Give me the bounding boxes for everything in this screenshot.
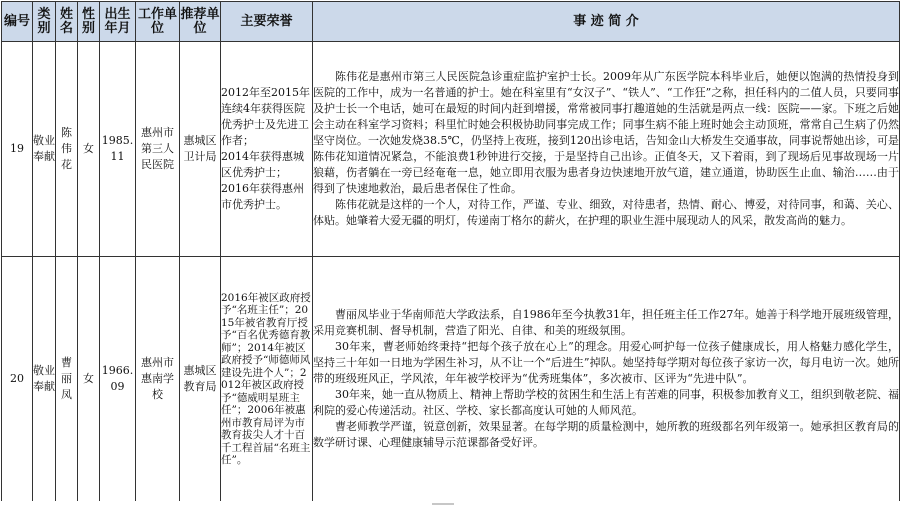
deeds-paragraph: 陈伟花就是这样的一个人，对待工作，严谨、专业、细致，对待患者，热情、耐心、博爱，对待同事，和蔼、关心、体贴。她肇着大爱无疆的明灯，传递南丁格尔的薪火，在护理的职业生涯中展现动人的风采，散发高尚的魅力。	[313, 198, 899, 227]
deeds-paragraph: 30年来，她一直从物质上、精神上帮助学校的贫困生和生活上有苦难的同事，积极参加教育义工，组织到敬老院、福利院的爱心传递活动。社区、学校、家长都高度认可她的人师风范。	[313, 388, 899, 417]
row-honors	[221, 257, 313, 502]
row-workplace: 惠州市第三人民医院	[136, 42, 180, 257]
header-category: 类别	[33, 2, 56, 42]
table-row	[2, 42, 900, 257]
header-workplace: 工作单位	[136, 2, 180, 42]
row-category: 敬业奉献	[33, 42, 56, 257]
row-gender: 女	[78, 257, 100, 502]
row-no: 19	[2, 42, 33, 257]
honor-item: 2014年获得惠城区优秀护士；	[221, 150, 304, 179]
row-birth: 1966.09	[100, 257, 136, 502]
row-name: 曹丽凤	[56, 257, 78, 502]
row-birth: 1985.11	[100, 42, 136, 257]
header-name: 姓名	[56, 2, 78, 42]
row-recommender: 惠城区卫计局	[180, 42, 221, 257]
row-category: 敬业奉献	[33, 257, 56, 502]
header-gender: 性别	[78, 2, 100, 42]
header-recommender: 推荐单位	[180, 2, 221, 42]
row-workplace: 惠州市惠南学校	[136, 257, 180, 502]
header-birth: 出生年月	[100, 2, 136, 42]
honor-table	[1, 1, 900, 502]
deeds-paragraph: 曹丽凤毕业于华南师范大学政法系，自1986年至今执教31年，担任班主任工作27年。她善于科学地开展班级管理，采用竞赛机制、督导机制，营造了阳光、自律、和美的班级氛围。	[313, 308, 899, 337]
header-no: 编号	[2, 2, 33, 42]
scroll-indicator	[432, 503, 454, 505]
row-gender: 女	[78, 42, 100, 257]
honor-item: 2016年获得惠州市优秀护士。	[221, 182, 304, 211]
row-recommender: 惠城区教育局	[180, 257, 221, 502]
row-name: 陈伟花	[56, 42, 78, 257]
deeds-paragraph: 曹老师教学严谨，锐意创新，效果显著。在每学期的质量检测中，她所教的班级都名列年级第一。她承担区教育局的数学研讨课、心理健康辅导示范课都备受好评。	[313, 420, 899, 449]
row-deeds	[313, 257, 900, 502]
deeds-paragraph: 30年来，曹老师始终秉持“把每个孩子放在心上”的理念。用爱心呵护每一位孩子健康成长，用人格魅力感化学生，坚持三十年如一日地为学困生补习，从不让一个“后进生”掉队。她坚持每学期对每位孩子家访一次，每月电访一次。她所带的班级班风正，学风浓，年年被学校评为“优秀班集体”，多次被市、区评为“先进中队”。	[313, 340, 899, 385]
row-honors	[221, 42, 313, 257]
row-deeds	[313, 42, 900, 257]
header-deeds: 事 迹 简 介	[313, 2, 900, 42]
deeds-paragraph: 陈伟花是惠州市第三人民医院急诊重症监护室护士长。2009年从广东医学院本科毕业后，她便以饱满的热情投身到医院的工作中，成为一名普通的护士。她在科室里有“女汉子”、“铁人”、“工作狂”之称，担任科内的二值人员，只要同事及护士长一个电话，她可在最短的时间内赶到增援，常常被同事打趣道她的生活就是两点一线：医院——家。下班之后她会主动在科室学习资料；科里忙时她会积极协助同事完成工作；同事生病不能上班时她会主动顶班，常常自己生病了仍然坚守岗位。一次她发烧38.5℃，仍坚持上夜班，接到120出诊电话，告知金山大桥发生交通事故，同事说帮她出诊，可是陈伟花知道情况紧急，不能浪费1秒钟进行交接，于是坚持自己出诊。正值冬天，又下着雨，到了现场后见事故现场一片狼藉，伤者躺在一旁已经奄奄一息，她立即用衣服为患者身边快速地开放气道，建立通道，协助医生止血、输治……由于得到了快速地救治，最后患者保住了性命。	[313, 70, 899, 195]
header-row	[2, 2, 900, 42]
row-no: 20	[2, 257, 33, 502]
honor-item: 2012年至2015年连续4年获得医院优秀护士及先进工作者；	[221, 86, 310, 147]
table-row	[2, 257, 900, 502]
header-honors: 主要荣誉	[221, 2, 313, 42]
honor-item: 2016年被区政府授予“名班主任”；2015年被省教育厅授予“百名优秀德育教师”；2014年被区政府授予“师德师风建设先进个人”；2012年被区政府授予“德威明星班主任”；2006年被惠州市教育局评为市教育拔尖人才十百千工程首届“名班主任”。	[221, 291, 311, 466]
